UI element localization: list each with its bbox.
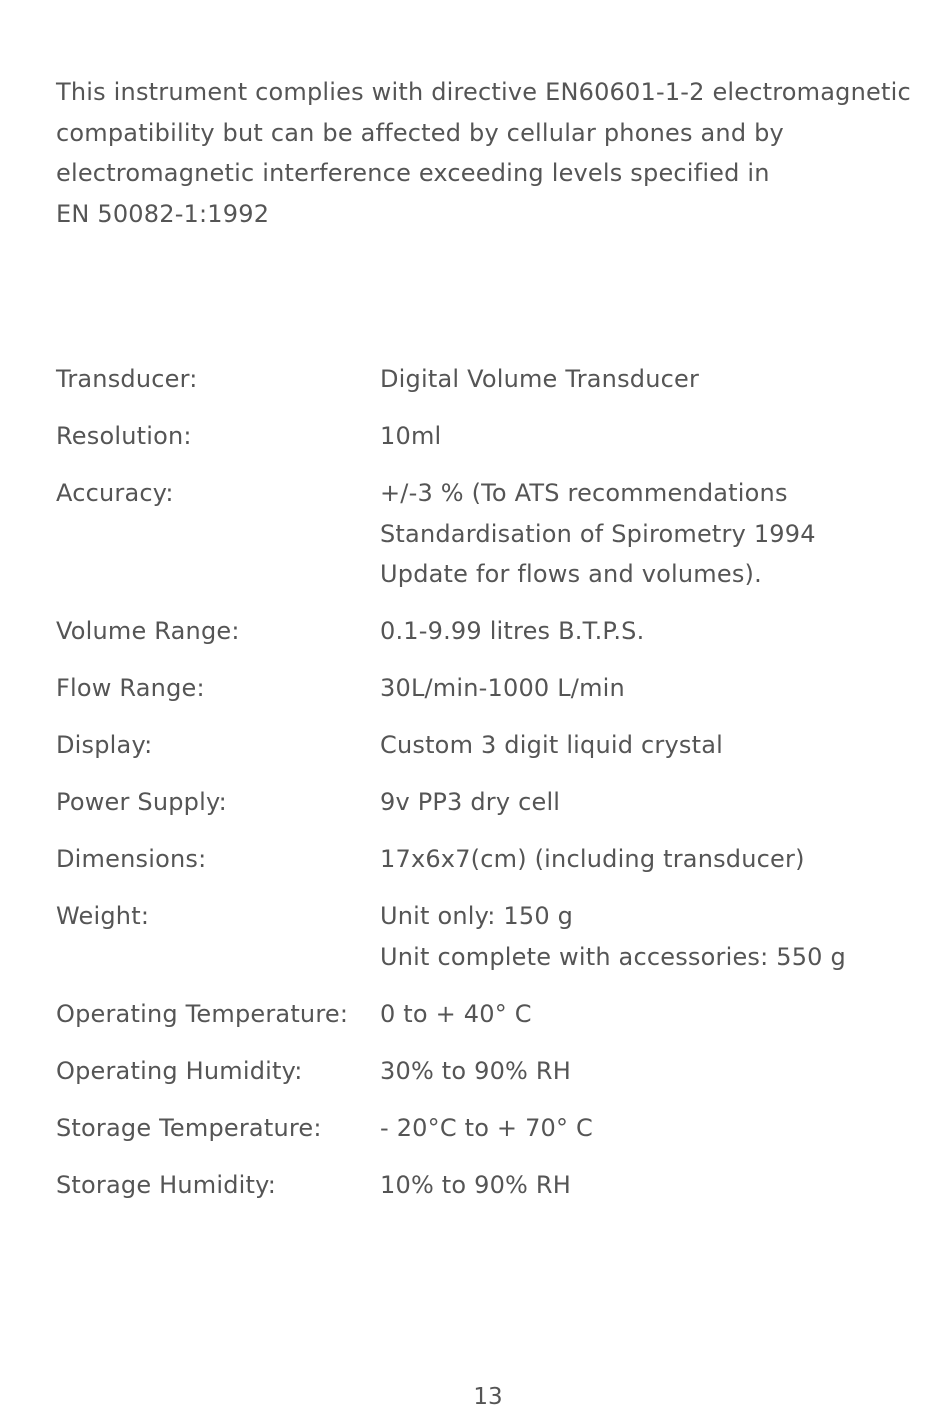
spec-row-weight bbox=[56, 896, 936, 977]
specifications-table bbox=[56, 359, 936, 1222]
spec-value-line: Standardisation of Spirometry 1994 bbox=[380, 519, 816, 548]
spec-value-line: 17x6x7(cm) (including transducer) bbox=[380, 845, 805, 873]
spec-value-line: Unit only: 150 g bbox=[380, 902, 574, 930]
spec-row-power-supply bbox=[56, 782, 936, 823]
spec-label: Display: bbox=[56, 731, 153, 759]
spec-value-line: - 20°C to + 70° C bbox=[380, 1113, 594, 1142]
spec-value bbox=[380, 1051, 936, 1092]
spec-value bbox=[380, 1108, 936, 1149]
spec-label: Flow Range: bbox=[56, 674, 205, 702]
spec-row-volume-range bbox=[56, 611, 936, 652]
spec-label: Power Supply: bbox=[56, 788, 227, 816]
spec-row-flow-range bbox=[56, 668, 936, 709]
spec-label: Accuracy: bbox=[56, 479, 174, 507]
spec-label: Storage Temperature: bbox=[56, 1113, 322, 1142]
spec-label: Operating Temperature: bbox=[56, 999, 349, 1028]
spec-row-resolution bbox=[56, 416, 936, 457]
spec-value-line: 0 to + 40° C bbox=[380, 999, 532, 1028]
spec-value-line: Unit complete with accessories: 550 g bbox=[380, 942, 846, 971]
spec-value-line: +/-3 % (To ATS recommendations bbox=[380, 479, 788, 507]
spec-value bbox=[380, 668, 936, 709]
spec-value-line: Update for flows and volumes). bbox=[380, 560, 762, 588]
spec-value bbox=[380, 839, 936, 880]
spec-value-line: Custom 3 digit liquid crystal bbox=[380, 731, 723, 759]
spec-value bbox=[380, 725, 936, 766]
spec-value-line: Digital Volume Transducer bbox=[380, 365, 700, 393]
spec-row-dimensions bbox=[56, 839, 936, 880]
compliance-line: compatibility but can be affected by cellular phones and by bbox=[56, 118, 784, 147]
spec-value bbox=[380, 994, 936, 1035]
spec-row-storage-humidity bbox=[56, 1165, 936, 1206]
spec-row-transducer bbox=[56, 359, 936, 400]
compliance-line: This instrument complies with directive EN60601-1-2 electromagnetic bbox=[56, 78, 911, 106]
spec-value-line: 10ml bbox=[380, 422, 442, 450]
spec-row-display bbox=[56, 725, 936, 766]
spec-value-line: 10% to 90% RH bbox=[380, 1170, 571, 1199]
spec-row-operating-humidity bbox=[56, 1051, 936, 1092]
spec-label: Dimensions: bbox=[56, 845, 207, 873]
spec-row-operating-temperature bbox=[56, 994, 936, 1035]
spec-value-line: 30L/min-1000 L/min bbox=[380, 674, 625, 702]
spec-value bbox=[380, 416, 936, 457]
spec-value bbox=[380, 611, 936, 652]
spec-value bbox=[380, 782, 936, 823]
spec-label: Transducer: bbox=[56, 365, 198, 393]
spec-label: Weight: bbox=[56, 902, 150, 930]
page-number: 13 bbox=[473, 1384, 503, 1410]
compliance-line: EN 50082-1:1992 bbox=[56, 199, 270, 228]
spec-value-line: 0.1-9.99 litres B.T.P.S. bbox=[380, 617, 645, 645]
compliance-line: electromagnetic interference exceeding levels specified in bbox=[56, 159, 770, 187]
spec-label: Resolution: bbox=[56, 422, 192, 450]
spec-value bbox=[380, 896, 936, 977]
compliance-paragraph bbox=[56, 72, 936, 234]
spec-value bbox=[380, 473, 936, 595]
spec-value-line: 30% to 90% RH bbox=[380, 1056, 571, 1085]
spec-row-storage-temperature bbox=[56, 1108, 936, 1149]
spec-value-line: 9v PP3 dry cell bbox=[380, 788, 561, 816]
spec-value bbox=[380, 1165, 936, 1206]
spec-label: Operating Humidity: bbox=[56, 1056, 303, 1085]
spec-label: Storage Humidity: bbox=[56, 1170, 277, 1199]
spec-value bbox=[380, 359, 936, 400]
spec-label: Volume Range: bbox=[56, 617, 240, 645]
spec-row-accuracy bbox=[56, 473, 936, 595]
